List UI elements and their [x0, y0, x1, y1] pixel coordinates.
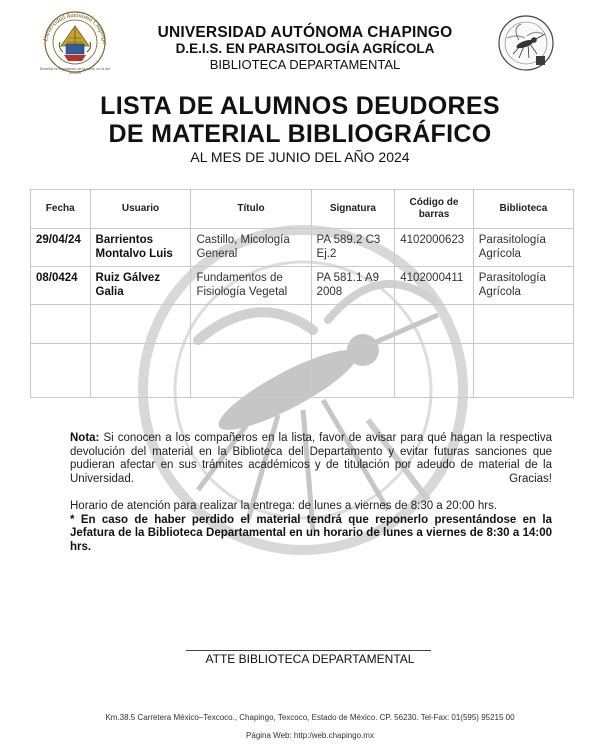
cell-biblioteca: Parasitología Agrícola [473, 229, 573, 267]
signature-text: ATTE BIBLIOTECA DEPARTAMENTAL [205, 652, 415, 666]
cell-fecha: 29/04/24 [31, 229, 91, 267]
col-codigo: Código de barras [395, 190, 474, 229]
cell-fecha: 08/0424 [31, 267, 91, 305]
institution-header [150, 24, 460, 73]
table-row [31, 267, 574, 305]
seal-motto: Enseñar la explotación de la tierra, no la del hombre [40, 67, 110, 75]
footer-address: Km.38.5 Carretera México–Texcoco., Chapingo, Texcoco, Estado de México. CP. 56230. Tel-Fax: 01(595) 95215 00 [105, 713, 515, 722]
col-titulo: Título [191, 190, 311, 229]
note-hours: Horario de atención para realizar la entrega: de lunes a viernes de 8:30 a 20:00 hrs. [70, 499, 498, 512]
table-row-empty [31, 344, 574, 398]
debtors-table [30, 189, 574, 398]
title-period: AL MES DE JUNIO DEL AÑO 2024 [190, 149, 410, 165]
table-row [31, 229, 574, 267]
table-row-empty [31, 305, 574, 344]
cell-titulo: Fundamentos de Fisiología Vegetal [191, 267, 311, 305]
university-name: UNIVERSIDAD AUTÓNOMA CHAPINGO [157, 24, 453, 41]
cell-codigo: 4102000623 [395, 229, 474, 267]
cell-usuario: Ruiz Gálvez Galia [90, 267, 191, 305]
table-header-row [31, 190, 574, 229]
title-line-2: DE MATERIAL BIBLIOGRÁFICO [108, 120, 492, 148]
document-title [40, 92, 560, 166]
title-line-1: LISTA DE ALUMNOS DEUDORES [100, 92, 500, 120]
col-fecha: Fecha [31, 190, 91, 229]
col-signatura: Signatura [311, 190, 395, 229]
note-warning: * En caso de haber perdido el material tendrá que reponerlo presentándose en la Jefatura de la Biblioteca Departamental en un horario de lunes a viernes de 8:30 a 14:00 hrs. [70, 513, 552, 553]
cell-codigo: 4102000411 [395, 267, 474, 305]
note-block [70, 432, 552, 568]
footer-web: Página Web: http:/web.chapingo.mx [246, 731, 374, 740]
cell-biblioteca: Parasitología Agrícola [473, 267, 573, 305]
department-name: D.E.I.S. EN PARASITOLOGÍA AGRÍCOLA [175, 41, 435, 56]
signature-line [186, 650, 431, 651]
note-label: Nota: [70, 432, 100, 444]
mosquito-seal-icon [497, 14, 555, 72]
cell-usuario: Barrientos Montalvo Luis [90, 229, 191, 267]
cell-signatura: PA 589.2 C3 Ej.2 [311, 229, 395, 267]
cell-titulo: Castillo, Micología General [191, 229, 311, 267]
col-biblioteca: Biblioteca [473, 190, 573, 229]
library-name: BIBLIOTECA DEPARTAMENTAL [209, 57, 401, 72]
col-usuario: Usuario [90, 190, 191, 229]
seal-ring-text: Universidad Autónoma Chapingo [42, 11, 109, 45]
cell-signatura: PA 581.1 A9 2008 [311, 267, 395, 305]
note-text: Si conocen a los compañeros en la lista, favor de avisar para qué hagan la respectiva devolución del material en la Biblioteca del Departamento y evitar futuras sanciones que pudieran afectar en sus trámites académicos y de titulación por adeudo de material de la Universidad. Gracias! [70, 432, 552, 485]
